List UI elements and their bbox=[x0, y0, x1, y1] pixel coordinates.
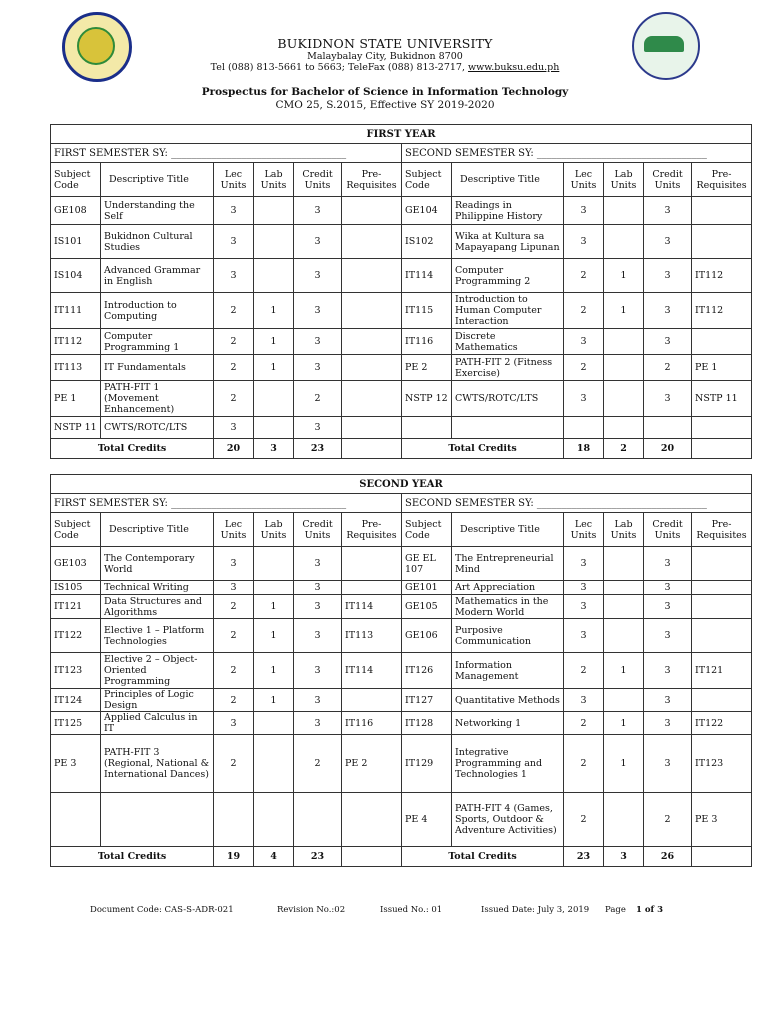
lab-units bbox=[604, 225, 644, 259]
credit-units-header: Credit Units bbox=[644, 163, 692, 197]
prerequisites bbox=[342, 355, 402, 381]
lab-units: 1 bbox=[254, 355, 294, 381]
course-row bbox=[51, 581, 752, 595]
credit-units: 2 bbox=[644, 355, 692, 381]
prerequisites: PE 3 bbox=[692, 793, 752, 847]
descriptive-title: PATH-FIT 3 (Regional, National & International Dances) bbox=[101, 735, 214, 793]
lab-units bbox=[254, 225, 294, 259]
lab-units bbox=[254, 712, 294, 735]
prerequisites bbox=[342, 381, 402, 417]
year-title: SECOND YEAR bbox=[51, 475, 752, 494]
lab-units bbox=[604, 197, 644, 225]
lab-units: 1 bbox=[254, 689, 294, 712]
course-row bbox=[51, 381, 752, 417]
lec-units: 3 bbox=[564, 329, 604, 355]
course-row bbox=[51, 329, 752, 355]
website-link[interactable]: www.buksu.edu.ph bbox=[468, 62, 560, 73]
subject-code bbox=[51, 793, 101, 847]
credit-units: 3 bbox=[644, 653, 692, 689]
prerequisites bbox=[342, 793, 402, 847]
lab-units bbox=[604, 689, 644, 712]
subject-code: GE104 bbox=[402, 197, 452, 225]
credit-units: 3 bbox=[644, 329, 692, 355]
prerequisites: PE 2 bbox=[342, 735, 402, 793]
lec-units bbox=[214, 793, 254, 847]
descriptive-title: Integrative Programming and Technologies 1 bbox=[452, 735, 564, 793]
lab-units bbox=[604, 355, 644, 381]
descriptive-title: Applied Calculus in IT bbox=[101, 712, 214, 735]
lab-units bbox=[604, 595, 644, 619]
credit-units-header: Credit Units bbox=[294, 163, 342, 197]
prerequisites: IT114 bbox=[342, 595, 402, 619]
credit-units: 3 bbox=[294, 417, 342, 439]
descriptive-title: Art Appreciation bbox=[452, 581, 564, 595]
descriptive-title: The Contemporary World bbox=[101, 547, 214, 581]
lab-units bbox=[604, 619, 644, 653]
subject-code: IT129 bbox=[402, 735, 452, 793]
lab-units-header: Lab Units bbox=[604, 513, 644, 547]
lab-units bbox=[254, 381, 294, 417]
total-credits-label: Total Credits bbox=[51, 847, 214, 867]
lec-units: 2 bbox=[214, 619, 254, 653]
subject-code: GE108 bbox=[51, 197, 101, 225]
first-semester-label: FIRST SEMESTER SY: ___________________________________ bbox=[51, 144, 402, 163]
credit-units: 3 bbox=[644, 619, 692, 653]
descriptive-title: Principles of Logic Design bbox=[101, 689, 214, 712]
total-lab-units: 3 bbox=[254, 439, 294, 459]
total-credits-row bbox=[51, 847, 752, 867]
prerequisites bbox=[342, 329, 402, 355]
lec-units: 3 bbox=[564, 381, 604, 417]
issued-date: Issued Date: July 3, 2019 bbox=[481, 905, 590, 915]
total-lec-units: 19 bbox=[214, 847, 254, 867]
total-prereq-empty bbox=[342, 439, 402, 459]
descriptive-title: CWTS/ROTC/LTS bbox=[101, 417, 214, 439]
prerequisites bbox=[692, 329, 752, 355]
prerequisites: IT116 bbox=[342, 712, 402, 735]
credit-units: 3 bbox=[294, 619, 342, 653]
lec-units: 3 bbox=[564, 619, 604, 653]
year-title: FIRST YEAR bbox=[51, 125, 752, 144]
course-row bbox=[51, 793, 752, 847]
prerequisites bbox=[692, 619, 752, 653]
course-row bbox=[51, 355, 752, 381]
credit-units: 3 bbox=[644, 735, 692, 793]
semester-label-row bbox=[51, 144, 752, 163]
descriptive-title-header: Descriptive Title bbox=[101, 163, 214, 197]
subject-code: GE105 bbox=[402, 595, 452, 619]
lab-units: 1 bbox=[254, 329, 294, 355]
total-lec-units: 23 bbox=[564, 847, 604, 867]
subject-code: GE106 bbox=[402, 619, 452, 653]
prospectus-title: Prospectus for Bachelor of Science in Information Technology bbox=[201, 86, 569, 98]
subject-code-header: Subject Code bbox=[402, 513, 452, 547]
lab-units bbox=[254, 417, 294, 439]
descriptive-title: CWTS/ROTC/LTS bbox=[452, 381, 564, 417]
prerequisites bbox=[692, 595, 752, 619]
credit-units bbox=[294, 793, 342, 847]
lec-units: 2 bbox=[214, 595, 254, 619]
prerequisites: NSTP 11 bbox=[692, 381, 752, 417]
subject-code: IS104 bbox=[51, 259, 101, 293]
credit-units: 3 bbox=[294, 259, 342, 293]
page-label: Page bbox=[605, 905, 626, 915]
course-row bbox=[51, 653, 752, 689]
descriptive-title: Bukidnon Cultural Studies bbox=[101, 225, 214, 259]
prerequisites bbox=[342, 225, 402, 259]
lec-units: 2 bbox=[564, 293, 604, 329]
course-row bbox=[51, 595, 752, 619]
descriptive-title: Computer Programming 1 bbox=[101, 329, 214, 355]
credit-units: 3 bbox=[644, 259, 692, 293]
prerequisites bbox=[692, 197, 752, 225]
lab-units: 1 bbox=[604, 259, 644, 293]
descriptive-title: PATH-FIT 4 (Games, Sports, Outdoor & Adventure Activities) bbox=[452, 793, 564, 847]
lec-units: 3 bbox=[214, 581, 254, 595]
credit-units: 2 bbox=[294, 735, 342, 793]
subject-code-header: Subject Code bbox=[51, 513, 101, 547]
credit-units: 2 bbox=[644, 793, 692, 847]
prerequisites-header: Pre-Requisites bbox=[692, 163, 752, 197]
subject-code: IT128 bbox=[402, 712, 452, 735]
subject-code-header: Subject Code bbox=[402, 163, 452, 197]
subject-code: GE101 bbox=[402, 581, 452, 595]
lab-units: 1 bbox=[604, 653, 644, 689]
lab-units bbox=[604, 581, 644, 595]
credit-units-header: Credit Units bbox=[294, 513, 342, 547]
subject-code: IT115 bbox=[402, 293, 452, 329]
credit-units: 3 bbox=[294, 689, 342, 712]
total-lec-units: 20 bbox=[214, 439, 254, 459]
subject-code: IT125 bbox=[51, 712, 101, 735]
prerequisites bbox=[692, 225, 752, 259]
descriptive-title: Quantitative Methods bbox=[452, 689, 564, 712]
lec-units: 3 bbox=[214, 547, 254, 581]
course-row bbox=[51, 417, 752, 439]
descriptive-title: Introduction to Computing bbox=[101, 293, 214, 329]
credit-units: 3 bbox=[294, 197, 342, 225]
first-year-table bbox=[50, 124, 752, 459]
lec-units bbox=[564, 417, 604, 439]
lec-units: 3 bbox=[214, 259, 254, 293]
lab-units bbox=[254, 547, 294, 581]
prerequisites bbox=[342, 689, 402, 712]
descriptive-title: Data Structures and Algorithms bbox=[101, 595, 214, 619]
descriptive-title: Advanced Grammar in English bbox=[101, 259, 214, 293]
total-lab-units: 4 bbox=[254, 847, 294, 867]
prerequisites bbox=[342, 197, 402, 225]
lab-units bbox=[254, 197, 294, 225]
descriptive-title: Introduction to Human Computer Interaction bbox=[452, 293, 564, 329]
descriptive-title: IT Fundamentals bbox=[101, 355, 214, 381]
lec-units: 3 bbox=[214, 197, 254, 225]
prerequisites bbox=[692, 689, 752, 712]
descriptive-title: Purposive Communication bbox=[452, 619, 564, 653]
subject-code: IT124 bbox=[51, 689, 101, 712]
subject-code: IT123 bbox=[51, 653, 101, 689]
credit-units: 3 bbox=[294, 595, 342, 619]
lec-units: 2 bbox=[214, 293, 254, 329]
subject-code: IS105 bbox=[51, 581, 101, 595]
credit-units: 3 bbox=[294, 547, 342, 581]
credit-units: 3 bbox=[294, 653, 342, 689]
prerequisites-header: Pre-Requisites bbox=[692, 513, 752, 547]
prerequisites: IT113 bbox=[342, 619, 402, 653]
prerequisites bbox=[342, 417, 402, 439]
subject-code: IT114 bbox=[402, 259, 452, 293]
lec-units: 2 bbox=[214, 689, 254, 712]
descriptive-title bbox=[101, 793, 214, 847]
lab-units bbox=[254, 735, 294, 793]
lec-units-header: Lec Units bbox=[564, 163, 604, 197]
lab-units: 1 bbox=[254, 653, 294, 689]
credit-units: 3 bbox=[644, 381, 692, 417]
credit-units: 3 bbox=[294, 355, 342, 381]
lec-units-header: Lec Units bbox=[214, 513, 254, 547]
total-credit-units: 23 bbox=[294, 847, 342, 867]
descriptive-title: Technical Writing bbox=[101, 581, 214, 595]
lab-units-header: Lab Units bbox=[254, 513, 294, 547]
descriptive-title: Discrete Mathematics bbox=[452, 329, 564, 355]
university-address: Malaybalay City, Bukidnon 8700 bbox=[307, 51, 463, 62]
descriptive-title bbox=[452, 417, 564, 439]
university-name: BUKIDNON STATE UNIVERSITY bbox=[277, 36, 493, 51]
prerequisites bbox=[692, 547, 752, 581]
total-prereq-empty bbox=[692, 847, 752, 867]
descriptive-title: PATH-FIT 2 (Fitness Exercise) bbox=[452, 355, 564, 381]
descriptive-title: Understanding the Self bbox=[101, 197, 214, 225]
lab-units: 1 bbox=[254, 619, 294, 653]
lec-units: 2 bbox=[214, 355, 254, 381]
lec-units: 3 bbox=[564, 547, 604, 581]
course-row bbox=[51, 735, 752, 793]
prerequisites bbox=[342, 293, 402, 329]
lab-units bbox=[604, 381, 644, 417]
subject-code: PE 2 bbox=[402, 355, 452, 381]
descriptive-title: Information Management bbox=[452, 653, 564, 689]
course-row bbox=[51, 293, 752, 329]
column-header-row bbox=[51, 513, 752, 547]
course-row bbox=[51, 689, 752, 712]
descriptive-title: PATH-FIT 1 (Movement Enhancement) bbox=[101, 381, 214, 417]
subject-code: IT127 bbox=[402, 689, 452, 712]
total-lab-units: 2 bbox=[604, 439, 644, 459]
descriptive-title: Wika at Kultura sa Mapayapang Lipunan bbox=[452, 225, 564, 259]
credit-units: 3 bbox=[294, 329, 342, 355]
credit-units: 3 bbox=[294, 581, 342, 595]
total-credits-label: Total Credits bbox=[51, 439, 214, 459]
second-semester-label: SECOND SEMESTER SY: __________________________________ bbox=[402, 494, 752, 513]
total-credits-label: Total Credits bbox=[402, 847, 564, 867]
prerequisites bbox=[342, 547, 402, 581]
total-credit-units: 23 bbox=[294, 439, 342, 459]
descriptive-title: Elective 2 – Object-Oriented Programming bbox=[101, 653, 214, 689]
lec-units: 2 bbox=[564, 259, 604, 293]
credit-units: 3 bbox=[644, 293, 692, 329]
lab-units: 1 bbox=[604, 735, 644, 793]
total-credit-units: 20 bbox=[644, 439, 692, 459]
lec-units: 2 bbox=[214, 653, 254, 689]
course-row bbox=[51, 259, 752, 293]
subject-code bbox=[402, 417, 452, 439]
subject-code: IT112 bbox=[51, 329, 101, 355]
lec-units: 3 bbox=[214, 225, 254, 259]
subject-code: PE 4 bbox=[402, 793, 452, 847]
prerequisites bbox=[342, 581, 402, 595]
lec-units: 3 bbox=[214, 417, 254, 439]
lab-units bbox=[254, 259, 294, 293]
telephone-text: Tel (088) 813-5661 to 5663; TeleFax (088) 813-2717, bbox=[210, 62, 465, 73]
total-lec-units: 18 bbox=[564, 439, 604, 459]
lec-units: 2 bbox=[564, 793, 604, 847]
lab-units: 1 bbox=[604, 293, 644, 329]
total-prereq-empty bbox=[342, 847, 402, 867]
total-credits-label: Total Credits bbox=[402, 439, 564, 459]
lec-units-header: Lec Units bbox=[564, 513, 604, 547]
lab-units-header: Lab Units bbox=[254, 163, 294, 197]
total-prereq-empty bbox=[692, 439, 752, 459]
year-title-row bbox=[51, 475, 752, 494]
credit-units: 3 bbox=[644, 197, 692, 225]
credit-units: 2 bbox=[294, 381, 342, 417]
lab-units bbox=[604, 547, 644, 581]
credit-units: 3 bbox=[294, 225, 342, 259]
descriptive-title: Mathematics in the Modern World bbox=[452, 595, 564, 619]
credit-units: 3 bbox=[644, 595, 692, 619]
semester-label-row bbox=[51, 494, 752, 513]
subject-code: NSTP 12 bbox=[402, 381, 452, 417]
prerequisites-header: Pre-Requisites bbox=[342, 513, 402, 547]
lec-units: 3 bbox=[564, 581, 604, 595]
lab-units bbox=[604, 417, 644, 439]
column-header-row bbox=[51, 163, 752, 197]
prerequisites bbox=[692, 417, 752, 439]
course-row bbox=[51, 619, 752, 653]
lab-units-header: Lab Units bbox=[604, 163, 644, 197]
subject-code: IS102 bbox=[402, 225, 452, 259]
lec-units-header: Lec Units bbox=[214, 163, 254, 197]
credit-units bbox=[644, 417, 692, 439]
subject-code: IT116 bbox=[402, 329, 452, 355]
lec-units: 2 bbox=[214, 381, 254, 417]
page-number: 1 of 3 bbox=[636, 905, 664, 915]
credit-units: 3 bbox=[644, 547, 692, 581]
prerequisites: IT122 bbox=[692, 712, 752, 735]
revision-number: Revision No.:02 bbox=[277, 905, 346, 915]
prerequisites: IT112 bbox=[692, 293, 752, 329]
total-lab-units: 3 bbox=[604, 847, 644, 867]
lec-units: 2 bbox=[564, 735, 604, 793]
descriptive-title: Readings in Philippine History bbox=[452, 197, 564, 225]
document-header bbox=[0, 0, 770, 120]
credit-units: 3 bbox=[294, 712, 342, 735]
issued-number: Issued No.: 01 bbox=[380, 905, 443, 915]
lab-units bbox=[604, 329, 644, 355]
prerequisites bbox=[692, 581, 752, 595]
descriptive-title: The Entrepreneurial Mind bbox=[452, 547, 564, 581]
prerequisites-header: Pre-Requisites bbox=[342, 163, 402, 197]
subject-code-header: Subject Code bbox=[51, 163, 101, 197]
subject-code: IT111 bbox=[51, 293, 101, 329]
course-row bbox=[51, 547, 752, 581]
subject-code: IT126 bbox=[402, 653, 452, 689]
second-semester-label: SECOND SEMESTER SY: __________________________________ bbox=[402, 144, 752, 163]
prerequisites: IT121 bbox=[692, 653, 752, 689]
first-semester-label: FIRST SEMESTER SY: ___________________________________ bbox=[51, 494, 402, 513]
descriptive-title: Computer Programming 2 bbox=[452, 259, 564, 293]
course-row bbox=[51, 225, 752, 259]
lab-units bbox=[254, 581, 294, 595]
credit-units: 3 bbox=[644, 581, 692, 595]
credit-units: 3 bbox=[294, 293, 342, 329]
lab-units: 1 bbox=[254, 293, 294, 329]
lab-units bbox=[254, 793, 294, 847]
lec-units: 3 bbox=[564, 595, 604, 619]
lec-units: 2 bbox=[564, 712, 604, 735]
credit-units: 3 bbox=[644, 225, 692, 259]
lec-units: 3 bbox=[214, 712, 254, 735]
document-code: Document Code: CAS-S-ADR-021 bbox=[90, 905, 234, 915]
subject-code: IS101 bbox=[51, 225, 101, 259]
second-year-table bbox=[50, 474, 752, 867]
subject-code: IT122 bbox=[51, 619, 101, 653]
course-row bbox=[51, 712, 752, 735]
subject-code: IT113 bbox=[51, 355, 101, 381]
descriptive-title-header: Descriptive Title bbox=[452, 163, 564, 197]
descriptive-title: Elective 1 – Platform Technologies bbox=[101, 619, 214, 653]
lab-units: 1 bbox=[604, 712, 644, 735]
lec-units: 2 bbox=[564, 355, 604, 381]
lec-units: 2 bbox=[564, 653, 604, 689]
lec-units: 3 bbox=[564, 225, 604, 259]
lec-units: 2 bbox=[214, 735, 254, 793]
subject-code: GE103 bbox=[51, 547, 101, 581]
cmo-reference: CMO 25, S.2015, Effective SY 2019-2020 bbox=[275, 99, 495, 111]
descriptive-title: Networking 1 bbox=[452, 712, 564, 735]
total-credit-units: 26 bbox=[644, 847, 692, 867]
prerequisites: PE 1 bbox=[692, 355, 752, 381]
subject-code: IT121 bbox=[51, 595, 101, 619]
descriptive-title-header: Descriptive Title bbox=[452, 513, 564, 547]
year-title-row bbox=[51, 125, 752, 144]
lab-units: 1 bbox=[254, 595, 294, 619]
prerequisites: IT123 bbox=[692, 735, 752, 793]
lab-units bbox=[604, 793, 644, 847]
prerequisites bbox=[342, 259, 402, 293]
descriptive-title-header: Descriptive Title bbox=[101, 513, 214, 547]
subject-code: PE 1 bbox=[51, 381, 101, 417]
subject-code: NSTP 11 bbox=[51, 417, 101, 439]
prerequisites: IT114 bbox=[342, 653, 402, 689]
credit-units: 3 bbox=[644, 689, 692, 712]
subject-code: PE 3 bbox=[51, 735, 101, 793]
lec-units: 3 bbox=[564, 689, 604, 712]
lec-units: 3 bbox=[564, 197, 604, 225]
credit-units-header: Credit Units bbox=[644, 513, 692, 547]
university-contact bbox=[0, 62, 770, 73]
prerequisites: IT112 bbox=[692, 259, 752, 293]
credit-units: 3 bbox=[644, 712, 692, 735]
course-row bbox=[51, 197, 752, 225]
lec-units: 2 bbox=[214, 329, 254, 355]
total-credits-row bbox=[51, 439, 752, 459]
subject-code: GE EL 107 bbox=[402, 547, 452, 581]
